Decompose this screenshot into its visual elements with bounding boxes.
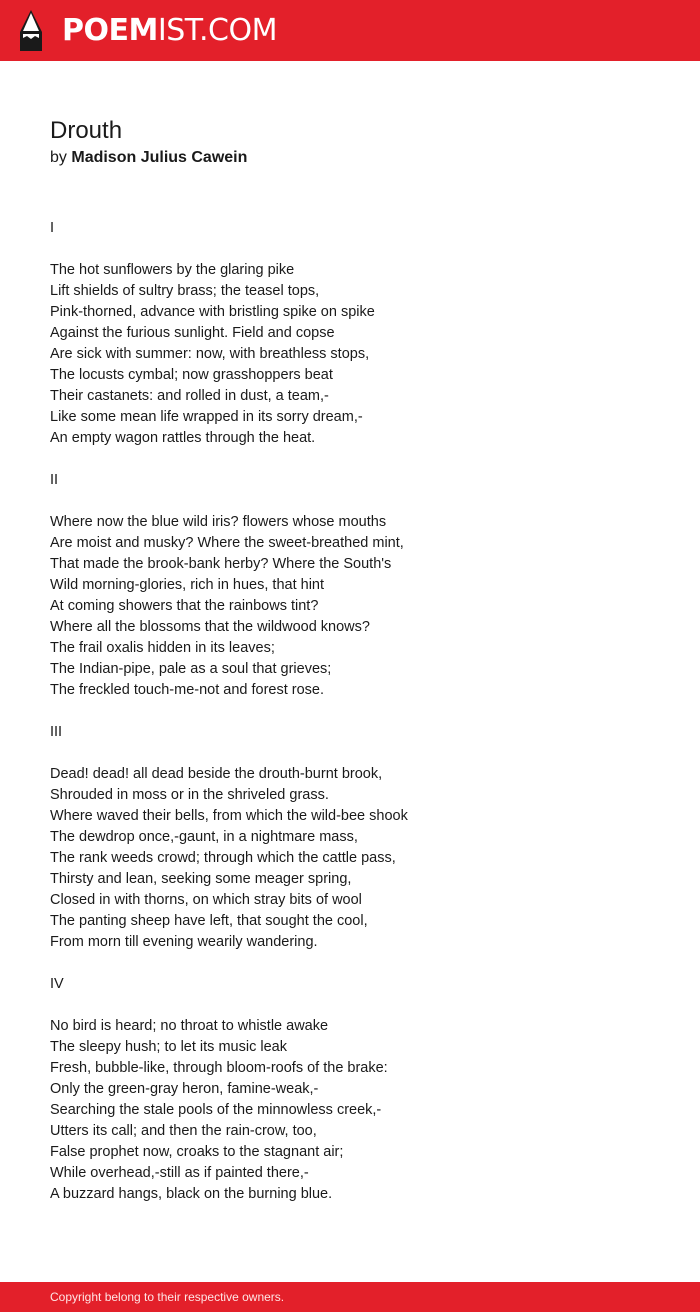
poem-line: Utters its call; and then the rain-crow, too,	[50, 1123, 317, 1139]
poem-line: Their castanets: and rolled in dust, a team,-	[50, 388, 329, 404]
poem-line: Pink-thorned, advance with bristling spike on spike	[50, 304, 375, 320]
stanza-numeral: IV	[50, 976, 64, 992]
poem-body	[50, 218, 670, 1205]
poem-line: Where now the blue wild iris? flowers whose mouths	[50, 514, 387, 530]
poem-line: The freckled touch-me-not and forest rose.	[50, 682, 325, 698]
poem-line: Against the furious sunlight. Field and copse	[50, 325, 335, 341]
brand-bold: POEM	[62, 13, 158, 48]
poem-line: Where waved their bells, from which the wild-bee shook	[50, 808, 408, 824]
poem-line: The dewdrop once,-gaunt, in a nightmare mass,	[50, 829, 358, 845]
poem-line: While overhead,-still as if painted there,-	[50, 1165, 309, 1181]
byline	[50, 147, 670, 169]
stanza-gap	[50, 701, 670, 722]
poem-line: From morn till evening wearily wandering.	[50, 934, 318, 950]
site-logo-text[interactable]	[62, 13, 277, 49]
stanza	[50, 974, 670, 1205]
poem-line: Closed in with thorns, on which stray bits of wool	[50, 892, 362, 908]
poem-line: Like some mean life wrapped in its sorry dream,-	[50, 409, 363, 425]
poem-line: A buzzard hangs, black on the burning blue.	[50, 1186, 333, 1202]
poem-line: Fresh, bubble-like, through bloom-roofs of the brake:	[50, 1060, 388, 1076]
stanza-numeral: III	[50, 724, 63, 740]
stanza	[50, 470, 670, 722]
poem-line: That made the brook-bank herby? Where the South's	[50, 556, 392, 572]
site-header	[0, 0, 700, 61]
site-footer	[0, 1282, 700, 1312]
poem-line: The sleepy hush; to let its music leak	[50, 1039, 287, 1055]
poem-line: The Indian-pipe, pale as a soul that grieves;	[50, 661, 332, 677]
poem-line: Are sick with summer: now, with breathless stops,	[50, 346, 370, 362]
stanza	[50, 218, 670, 470]
poem-title: Drouth	[50, 117, 123, 144]
poem-heading	[50, 115, 670, 169]
stanza	[50, 722, 670, 974]
poem-line: The locusts cymbal; now grasshoppers beat	[50, 367, 333, 383]
poem-line: Wild morning-glories, rich in hues, that hint	[50, 577, 325, 593]
stanza-gap	[50, 743, 670, 764]
brand-light: IST.COM	[157, 13, 277, 48]
poem-line: The frail oxalis hidden in its leaves;	[50, 640, 275, 656]
author-name: Madison Julius Cawein	[71, 149, 248, 166]
poem-line: An empty wagon rattles through the heat.	[50, 430, 316, 446]
poem-line: Dead! dead! all dead beside the drouth-burnt brook,	[50, 766, 383, 782]
stanza-gap	[50, 491, 670, 512]
by-label: by	[50, 149, 67, 166]
poem-line: Lift shields of sultry brass; the teasel tops,	[50, 283, 320, 299]
poem-line: Thirsty and lean, seeking some meager spring,	[50, 871, 352, 887]
poem-line: Shrouded in moss or in the shriveled grass.	[50, 787, 329, 803]
poem-line: The panting sheep have left, that sought the cool,	[50, 913, 368, 929]
stanza-gap	[50, 239, 670, 260]
poem-line: Only the green-gray heron, famine-weak,-	[50, 1081, 319, 1097]
stanza-numeral: I	[50, 220, 55, 236]
poem-line: At coming showers that the rainbows tint?	[50, 598, 319, 614]
poem-line: The hot sunflowers by the glaring pike	[50, 262, 295, 278]
poem-line: The rank weeds crowd; through which the cattle pass,	[50, 850, 396, 866]
poem-line: Searching the stale pools of the minnowless creek,-	[50, 1102, 382, 1118]
stanza-gap	[50, 449, 670, 470]
stanza-gap	[50, 995, 670, 1016]
poem-line: No bird is heard; no throat to whistle awake	[50, 1018, 329, 1034]
stanza-gap	[50, 953, 670, 974]
poem-line: Where all the blossoms that the wildwood knows?	[50, 619, 370, 635]
stanza-numeral: II	[50, 472, 59, 488]
copyright-notice: Copyright belong to their respective owners.	[50, 1290, 285, 1304]
pen-nib-icon[interactable]	[18, 10, 44, 51]
poem-line: False prophet now, croaks to the stagnant air;	[50, 1144, 344, 1160]
poem-line: Are moist and musky? Where the sweet-breathed mint,	[50, 535, 404, 551]
